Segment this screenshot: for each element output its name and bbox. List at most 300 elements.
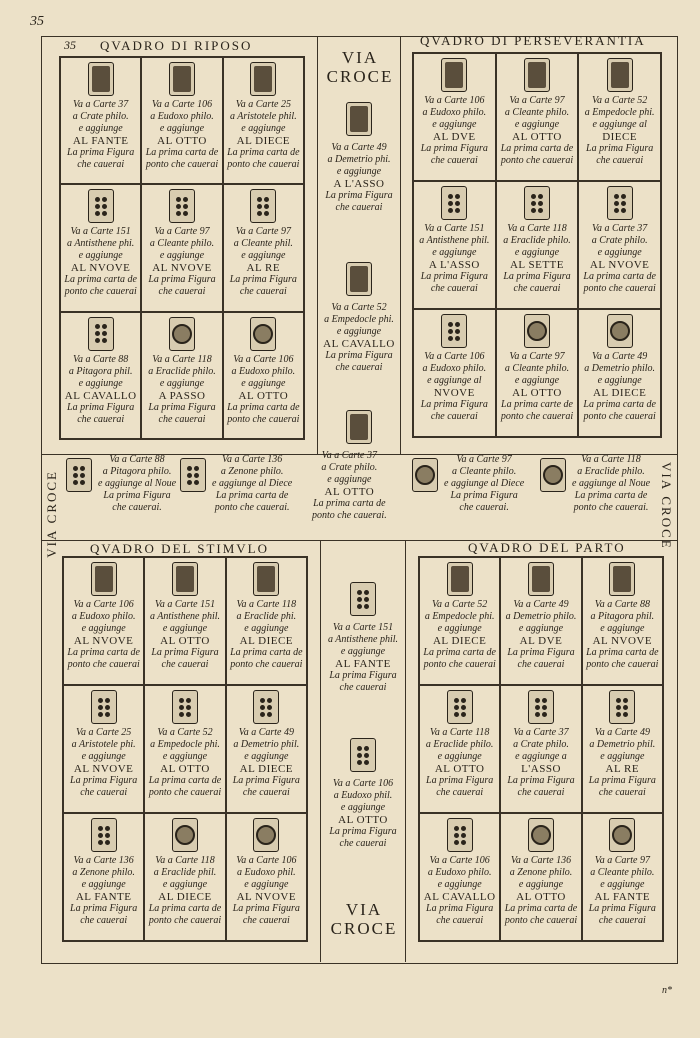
croce-word: CROCE bbox=[326, 67, 394, 86]
entry-line-l1: Va a Carte 136 bbox=[73, 855, 134, 866]
entry-line-l4: AL DIECE bbox=[592, 387, 647, 399]
entry-line-l1: Va a Carte 88 bbox=[109, 454, 165, 465]
grid-cell bbox=[226, 557, 307, 685]
grid-cell bbox=[496, 181, 579, 309]
entry-line-l4: AL DIECE bbox=[239, 763, 294, 775]
grid-quadro-stimulo bbox=[62, 556, 308, 942]
entry-line-l1: Va a Carte 52 bbox=[592, 95, 648, 106]
entry-line-l6: che cauerai bbox=[430, 283, 478, 294]
pip-card-icon bbox=[88, 317, 114, 351]
entry-line-l4: AL NVOVE bbox=[73, 635, 134, 647]
entry-line-l2: a Demetrio philo. bbox=[584, 363, 656, 374]
entry-line-l6: ponto che cauerai bbox=[148, 915, 222, 926]
entry-line-l4: AL OTTO bbox=[160, 635, 210, 647]
entry-line-l4: AL CAVALLO bbox=[323, 338, 395, 350]
entry-line-l4: AL NVOVE bbox=[73, 763, 134, 775]
entry-line-l6: ponto che cauerai bbox=[227, 413, 300, 425]
title-quadro-perseverantia: QVADRO DI PERSEVERANTIA bbox=[420, 33, 646, 48]
pip-card-icon bbox=[91, 818, 117, 852]
entry-line-l3: e aggiunge bbox=[241, 250, 286, 262]
entry-line-l3: e aggiunge bbox=[244, 623, 289, 634]
entry-line-l2: a Demetrio philo. bbox=[505, 611, 577, 622]
entry-line-l1: Va a Carte 88 bbox=[594, 599, 650, 610]
column-entry bbox=[314, 262, 404, 374]
band-entry bbox=[540, 454, 650, 514]
figure-card-icon bbox=[250, 62, 276, 96]
entry-line-l2: a Cleante philo. bbox=[149, 238, 215, 250]
figure-card-icon bbox=[609, 562, 635, 596]
entry-line-l4: AL CAVALLO bbox=[423, 891, 496, 903]
coin-card-icon bbox=[250, 317, 276, 351]
entry-line-l5: La prima carta de bbox=[583, 399, 656, 410]
entry-line-l4: AL OTTO bbox=[338, 814, 388, 826]
entry-line-l6: che cauerai bbox=[596, 155, 644, 166]
entry-line-l3: e aggiunge bbox=[437, 879, 482, 890]
entry-line-l3: e aggiunge bbox=[159, 377, 205, 389]
entry-line-l5: La prima carta de bbox=[583, 271, 656, 282]
grid-cell bbox=[496, 309, 579, 437]
entry-line-l1: Va a Carte 97 bbox=[456, 454, 512, 465]
entry-line-l2: a Eudoxo philo. bbox=[427, 867, 492, 878]
entry-line-l6: ponto che cauerai bbox=[504, 915, 578, 926]
entry-line-l5: La prima Figura bbox=[151, 647, 219, 658]
pip-card-icon bbox=[350, 738, 376, 772]
figure-card-icon bbox=[169, 62, 195, 96]
entry-line-l5: La prima Figura bbox=[588, 775, 656, 786]
grid-cell bbox=[144, 813, 225, 941]
via-word: VIA bbox=[345, 900, 383, 919]
entry-line-l5: La prima Figura bbox=[329, 670, 397, 681]
figure-card-icon bbox=[91, 562, 117, 596]
entry-line-l3: e aggiunge al Diece bbox=[212, 478, 293, 489]
entry-line-l6: ponto che cauerai. bbox=[312, 510, 387, 521]
entry-line-l1: Va a Carte 52 bbox=[331, 302, 387, 313]
figure-card-icon bbox=[88, 62, 114, 96]
entry-line-l4: AL NVOVE bbox=[592, 635, 653, 647]
pip-card-icon bbox=[441, 186, 467, 220]
entry-line-l1: Va a Carte 118 bbox=[581, 454, 641, 465]
coin-card-icon bbox=[540, 458, 566, 492]
entry-line-l4: AL FANTE bbox=[72, 135, 129, 147]
entry-line-l1: Va a Carte 49 bbox=[513, 599, 569, 610]
pip-card-icon bbox=[524, 186, 550, 220]
pip-card-icon bbox=[441, 314, 467, 348]
entry-line-l5: La prima carta de bbox=[64, 274, 137, 286]
grid-cell bbox=[60, 184, 141, 311]
grid-cell bbox=[419, 813, 500, 941]
grid-cell bbox=[223, 184, 304, 311]
entry-line-l2: a Antisthene phil. bbox=[327, 634, 399, 645]
entry-line-l6: che cauerai bbox=[239, 286, 287, 298]
entry-line-l6: che cauerai bbox=[77, 413, 125, 425]
coin-card-icon bbox=[169, 317, 195, 351]
entry-line-l6: che cauerai bbox=[598, 787, 646, 798]
band-text bbox=[312, 450, 387, 522]
grid-cell bbox=[226, 813, 307, 941]
pip-card-icon bbox=[88, 189, 114, 223]
entry-line-l2: a Cleante philo. bbox=[504, 107, 570, 118]
entry-line-l3: e aggiunge al Noue bbox=[572, 478, 651, 489]
entry-line-l1: Va a Carte 97 bbox=[509, 351, 565, 362]
entry-line-l6: che cauerai bbox=[513, 283, 561, 294]
entry-line-l5: La prima Figura bbox=[148, 274, 216, 286]
entry-line-l6: che cauerai bbox=[242, 915, 290, 926]
pip-card-icon bbox=[253, 690, 279, 724]
entry-line-l6: ponto che cauerai bbox=[500, 411, 574, 422]
band-text bbox=[212, 454, 292, 514]
entry-line-l6: ponto che cauerai bbox=[67, 659, 140, 670]
entry-line-l4: AL OTTO bbox=[434, 763, 485, 775]
entry-line-l5: La prima Figura bbox=[507, 647, 575, 658]
entry-line-l1: Va a Carte 118 bbox=[155, 855, 215, 866]
entry-line-l3: e aggiunge bbox=[600, 879, 645, 890]
title-quadro-riposo: QVADRO DI RIPOSO bbox=[100, 38, 253, 53]
entry-line-l3: e aggiunge bbox=[241, 377, 286, 389]
entry-line-l2: a Zenone philo. bbox=[509, 867, 573, 878]
band-text bbox=[444, 454, 524, 514]
entry-line-l6: che cauerai bbox=[161, 659, 209, 670]
entry-line-l4: AL OTTO bbox=[512, 387, 562, 399]
entry-line-l3: e aggiunge al Diece bbox=[444, 478, 525, 489]
entry-line-l5: La prima carta de bbox=[230, 647, 303, 658]
pip-card-icon bbox=[528, 690, 554, 724]
entry-line-l1: Va a Carte 151 bbox=[424, 223, 485, 234]
entry-line-l3: e aggiunge bbox=[518, 879, 564, 890]
entry-line-l3: e aggiunge bbox=[81, 751, 126, 762]
figure-card-icon bbox=[253, 562, 279, 596]
grid-cell bbox=[141, 312, 222, 439]
entry-line-l5: La prima Figura bbox=[450, 490, 518, 501]
entry-line-l3: e aggiunge bbox=[159, 250, 205, 262]
page-number-top: 35 bbox=[30, 14, 44, 29]
entry-line-l6: ponto che cauerai bbox=[230, 659, 303, 670]
entry-line-l1: Va a Carte 118 bbox=[507, 223, 567, 234]
entry-line-l5: La prima carta de bbox=[145, 147, 219, 158]
entry-line-l4: AL NVOVE bbox=[152, 262, 212, 275]
entry-line-l2: a Eudoxo philo. bbox=[422, 107, 487, 118]
entry-line-l2: a Empedocle phi. bbox=[424, 611, 495, 622]
grid-cell bbox=[578, 53, 661, 181]
entry-line-l5: La prima Figura bbox=[70, 903, 138, 914]
entry-line-l5: La prima Figura bbox=[229, 274, 297, 286]
pip-card-icon bbox=[609, 690, 635, 724]
entry-line-l5: La prima carta de bbox=[148, 903, 222, 914]
entry-line-l4: AL FANTE bbox=[335, 658, 391, 670]
entry-line-l3: e aggiunge bbox=[340, 646, 386, 657]
entry-line-l1: Va a Carte 151 bbox=[332, 622, 394, 633]
entry-line-l2: a Pitagora philo. bbox=[102, 466, 172, 477]
entry-line-l1: Va a Carte 37 bbox=[73, 99, 129, 110]
figure-card-icon bbox=[441, 58, 467, 92]
entry-line-l3: e aggiunge bbox=[437, 751, 482, 762]
entry-line-l4: AL OTTO bbox=[238, 389, 289, 402]
entry-line-l2: a Eudoxo philo. bbox=[71, 611, 136, 622]
entry-line-l6: che cauerai bbox=[335, 362, 383, 373]
entry-line-l4: AL DVE bbox=[519, 635, 563, 647]
entry-line-l5: La prima carta de bbox=[586, 647, 659, 658]
entry-line-l1: Va a Carte 25 bbox=[76, 727, 132, 738]
grid-cell bbox=[578, 181, 661, 309]
grid-cell bbox=[223, 312, 304, 439]
figure-card-icon bbox=[346, 262, 372, 296]
entry-line-l4: A L'ASSO bbox=[333, 178, 385, 190]
entry-line-l6: che cauerai bbox=[339, 682, 387, 693]
pip-card-icon bbox=[607, 186, 633, 220]
entry-line-l1: Va a Carte 49 bbox=[331, 142, 387, 153]
entry-line-l6: ponto che cauerai bbox=[227, 159, 300, 170]
entry-line-l3: e aggiunge al bbox=[592, 119, 647, 130]
corner-mark: n* bbox=[662, 985, 672, 996]
entry-line-l1: Va a Carte 106 bbox=[424, 351, 485, 362]
pip-card-icon bbox=[350, 582, 376, 616]
entry-line-l4: DIECE bbox=[602, 131, 638, 143]
entry-line-l5: La prima Figura bbox=[67, 147, 135, 158]
entry-line-l6: ponto che cauerai bbox=[583, 283, 656, 294]
via-word: VIA bbox=[341, 48, 379, 67]
grid-cell bbox=[60, 57, 141, 184]
entry-line-l6: che cauerai bbox=[80, 915, 128, 926]
figure-card-icon bbox=[172, 562, 198, 596]
band-entry bbox=[180, 454, 292, 514]
entry-line-l2: a Cleante philo. bbox=[452, 466, 517, 477]
coin-card-icon bbox=[607, 314, 633, 348]
column-entry bbox=[314, 102, 404, 214]
entry-line-l6: ponto che cauerai bbox=[500, 155, 574, 166]
grid-quadro-perseverantia bbox=[412, 52, 662, 438]
column-entry bbox=[318, 582, 408, 694]
figure-card-icon bbox=[346, 102, 372, 136]
entry-line-l3: e aggiunge bbox=[514, 119, 560, 130]
grid-cell bbox=[60, 312, 141, 439]
via-croce-top bbox=[322, 48, 398, 86]
entry-line-l4: AL OTTO bbox=[516, 891, 566, 903]
rule-top-left bbox=[317, 36, 318, 454]
entry-line-l1: Va a Carte 106 bbox=[236, 855, 297, 866]
entry-line-l5: La prima Figura bbox=[426, 903, 494, 914]
entry-line-l6: che cauerai bbox=[517, 787, 565, 798]
entry-line-l4: AL DIECE bbox=[239, 635, 294, 647]
entry-line-l2: a Empedocle phi. bbox=[324, 314, 394, 325]
entry-line-l1: Va a Carte 88 bbox=[73, 353, 129, 365]
entry-line-l1: Va a Carte 106 bbox=[73, 599, 134, 610]
entry-line-l4: AL NVOVE bbox=[70, 262, 131, 275]
entry-line-l4: AL DIECE bbox=[236, 135, 291, 147]
entry-line-l3: e aggiunge bbox=[340, 802, 386, 813]
grid-cell bbox=[500, 813, 581, 941]
entry-line-l3: e aggiunge a bbox=[515, 751, 567, 762]
entry-line-l1: Va a Carte 106 bbox=[233, 353, 294, 365]
entry-line-l4: AL OTTO bbox=[512, 131, 562, 143]
grid-cell bbox=[496, 53, 579, 181]
entry-line-l6: che cauerai bbox=[158, 413, 206, 425]
entry-line-l5: La prima Figura bbox=[232, 903, 300, 914]
pip-card-icon bbox=[169, 189, 195, 223]
entry-line-l6: che cauerai bbox=[339, 838, 387, 849]
entry-line-l4: A PASSO bbox=[158, 389, 206, 402]
entry-line-l2: a Antisthene phi. bbox=[67, 238, 135, 250]
entry-line-l2: a Crate philo. bbox=[513, 739, 569, 750]
entry-line-l6: che cauerai bbox=[335, 202, 383, 213]
entry-line-l3: e aggiunge bbox=[162, 751, 208, 762]
entry-line-l3: e aggiunge bbox=[78, 377, 123, 389]
entry-line-l2: a Eudoxo philo. bbox=[150, 111, 214, 122]
entry-line-l5: La prima carta de bbox=[500, 143, 574, 154]
entry-line-l5: La prima carta de bbox=[423, 647, 496, 658]
column-entry bbox=[318, 738, 408, 850]
entry-line-l5: La prima carta de bbox=[227, 147, 300, 158]
entry-line-l1: Va a Carte 49 bbox=[592, 351, 648, 362]
pip-card-icon bbox=[172, 690, 198, 724]
entry-line-l5: La prima Figura bbox=[503, 271, 571, 282]
entry-line-l4: AL RE bbox=[605, 763, 640, 775]
grid-quadro-parto bbox=[418, 556, 664, 942]
entry-line-l5: La prima carta de bbox=[504, 903, 578, 914]
entry-line-l2: a Pitagora phil. bbox=[590, 611, 655, 622]
coin-card-icon bbox=[524, 314, 550, 348]
grid-cell bbox=[500, 685, 581, 813]
entry-line-l5: La prima carte de bbox=[501, 399, 573, 410]
entry-line-l1: Va a Carte 151 bbox=[154, 599, 216, 610]
entry-line-l1: Va a Carte 106 bbox=[151, 99, 213, 110]
entry-line-l5: La prima Figura bbox=[507, 775, 575, 786]
grid-cell bbox=[419, 685, 500, 813]
entry-line-l5: La prima Figura bbox=[588, 903, 656, 914]
entry-line-l4: AL SETTE bbox=[509, 259, 564, 271]
entry-line-l5: La prima Figura bbox=[67, 401, 135, 413]
entry-line-l2: a Cleante philo. bbox=[590, 867, 655, 878]
entry-line-l5: La prima Figura bbox=[329, 826, 397, 837]
grid-cell bbox=[582, 813, 663, 941]
entry-line-l6: ponto che cauerai bbox=[583, 411, 656, 422]
entry-line-l4: AL OTTO bbox=[324, 486, 375, 498]
pip-card-icon bbox=[447, 690, 473, 724]
entry-line-l1: Va a Carte 97 bbox=[509, 95, 565, 106]
entry-line-l6: ponto che cauerai. bbox=[214, 502, 290, 513]
pip-card-icon bbox=[180, 458, 206, 492]
figure-card-icon bbox=[607, 58, 633, 92]
entry-line-l2: a Cleante philo. bbox=[504, 363, 570, 374]
grid-cell bbox=[63, 557, 144, 685]
band-text bbox=[98, 454, 176, 514]
entry-line-l3: e aggiunge bbox=[162, 879, 208, 890]
entry-line-l2: a Eraclide philo. bbox=[148, 365, 216, 377]
entry-line-l1: Va a Carte 97 bbox=[594, 855, 650, 866]
entry-line-l3: e aggiunge bbox=[327, 474, 372, 485]
entry-line-l2: a Cleante phil. bbox=[233, 238, 293, 250]
entry-line-l4: AL CAVALLO bbox=[64, 389, 137, 402]
entry-line-l2: a Aristotele phil. bbox=[229, 111, 297, 122]
title-quadro-stimulo: QVADRO DEL STIMVLO bbox=[90, 541, 269, 556]
entry-line-l5: La prima carta de bbox=[67, 647, 140, 658]
entry-line-l2: a Crate philo. bbox=[321, 462, 378, 473]
via-croce-bottom bbox=[326, 900, 402, 938]
figure-card-icon bbox=[447, 562, 473, 596]
grid-quadro-riposo bbox=[59, 56, 305, 440]
entry-line-l5: La prima Figura bbox=[148, 401, 216, 413]
band-entry bbox=[312, 450, 387, 522]
entry-line-l2: a Eraclide philo. bbox=[577, 466, 645, 477]
figure-card-icon bbox=[346, 410, 372, 444]
entry-line-l5: La prima Figura bbox=[103, 490, 171, 501]
entry-line-l5: La prima Figura bbox=[420, 399, 488, 410]
entry-line-l5: La prima Figura bbox=[325, 190, 393, 201]
entry-line-l5: La prima carta de bbox=[313, 498, 386, 509]
entry-line-l2: a Crate philo. bbox=[591, 235, 648, 246]
figure-card-icon bbox=[528, 562, 554, 596]
entry-line-l1: Va a Carte 118 bbox=[236, 599, 297, 610]
title-quadro-parto: QVADRO DEL PARTO bbox=[468, 540, 626, 555]
entry-line-l3: e aggiunge bbox=[514, 375, 560, 386]
entry-line-l5: La prima Figura bbox=[420, 143, 488, 154]
entry-line-l5: La prima Figura bbox=[586, 143, 654, 154]
entry-line-l2: a Demetrio phil. bbox=[233, 739, 300, 750]
entry-line-l1: Va a Carte 97 bbox=[235, 226, 291, 238]
entry-line-l4: A L'ASSO bbox=[428, 259, 480, 271]
grid-cell bbox=[63, 813, 144, 941]
entry-line-l5: La prima Figura bbox=[420, 271, 488, 282]
grid-cell bbox=[413, 53, 496, 181]
entry-line-l1: Va a Carte 106 bbox=[429, 855, 490, 866]
entry-line-l6: che cauerai bbox=[598, 915, 646, 926]
entry-line-l3: e aggiunge bbox=[162, 623, 208, 634]
entry-line-l4: AL DIECE bbox=[432, 635, 487, 647]
grid-cell bbox=[223, 57, 304, 184]
entry-line-l2: a Zenone philo. bbox=[220, 466, 284, 477]
entry-line-l6: ponto che cauerai bbox=[586, 659, 659, 670]
entry-line-l1: Va a Carte 136 bbox=[221, 454, 283, 465]
entry-line-l3: e aggiunge bbox=[244, 751, 289, 762]
entry-line-l1: Va a Carte 37 bbox=[592, 223, 648, 234]
entry-line-l6: ponto che cauerai bbox=[145, 159, 219, 170]
entry-line-l2: a Antisthene phil. bbox=[149, 611, 221, 622]
figure-card-icon bbox=[524, 58, 550, 92]
entry-line-l2: a Demetrio phi. bbox=[327, 154, 391, 165]
coin-card-icon bbox=[609, 818, 635, 852]
entry-line-l3: e aggiunge bbox=[600, 751, 645, 762]
via-croce-right-vertical: VIA CROCE bbox=[659, 462, 674, 550]
entry-line-l4: AL NVOVE bbox=[236, 891, 297, 903]
entry-line-l3: e aggiunge bbox=[432, 247, 477, 258]
grid-cell bbox=[500, 557, 581, 685]
grid-cell bbox=[582, 685, 663, 813]
entry-line-l4: AL FANTE bbox=[594, 891, 651, 903]
entry-line-l5: La prima Figura bbox=[70, 775, 138, 786]
grid-cell bbox=[63, 685, 144, 813]
entry-line-l1: Va a Carte 136 bbox=[510, 855, 572, 866]
coin-card-icon bbox=[412, 458, 438, 492]
grid-cell bbox=[578, 309, 661, 437]
entry-line-l1: Va a Carte 52 bbox=[157, 727, 213, 738]
entry-line-l1: Va a Carte 52 bbox=[432, 599, 488, 610]
entry-line-l1: Va a Carte 49 bbox=[594, 727, 650, 738]
entry-line-l3: e aggiunge bbox=[159, 123, 205, 134]
entry-line-l1: Va a Carte 118 bbox=[152, 353, 212, 365]
entry-line-l2: a Eudoxo phil. bbox=[333, 790, 393, 801]
entry-line-l3: e aggiunge bbox=[241, 123, 286, 134]
entry-line-l1: Va a Carte 37 bbox=[513, 727, 569, 738]
entry-line-l2: a Eudoxo phil. bbox=[237, 867, 296, 878]
entry-line-l3: e aggiunge bbox=[597, 375, 642, 386]
page-number-inner: 35 bbox=[64, 38, 76, 52]
grid-cell bbox=[582, 557, 663, 685]
pip-card-icon bbox=[447, 818, 473, 852]
entry-line-l3: e aggiunge al Noue bbox=[98, 478, 177, 489]
entry-line-l6: che cauerai bbox=[517, 659, 565, 670]
band-text bbox=[572, 454, 650, 514]
entry-line-l1: Va a Carte 151 bbox=[70, 226, 131, 238]
entry-line-l3: e aggiunge bbox=[81, 623, 126, 634]
entry-line-l3: e aggiunge bbox=[597, 247, 642, 258]
